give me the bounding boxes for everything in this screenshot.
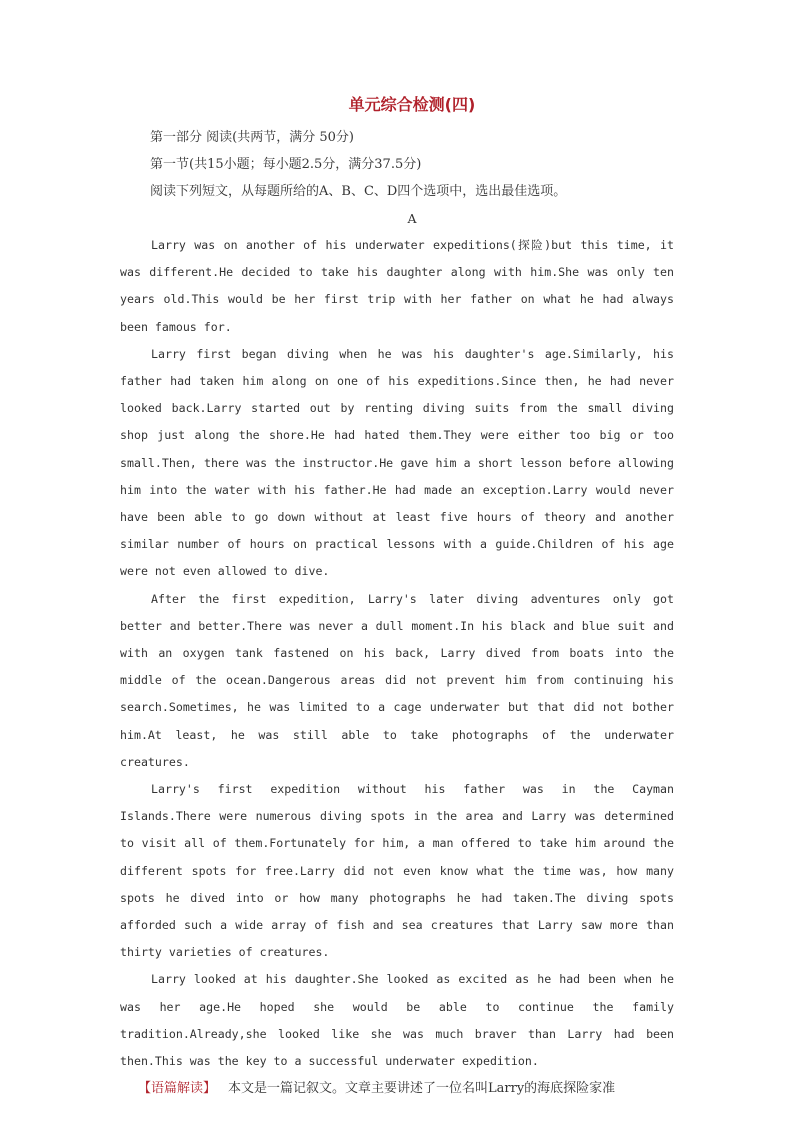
passage-paragraph-4: Larry's first expedition without his father was in the Cayman Islands.There were numerous diving spots in the area and Larry was determined to visit all of them.Fortunately for him, a man offered to take him around the different spots for free.Larry did not even know what the time was, how many spots he dived into or how many photographs he had taken.The diving spots afforded such a wide array of fish and sea creatures that Larry saw more than thirty varieties of creatures.	[120, 782, 674, 960]
document-page	[120, 92, 674, 1102]
passage-label: A	[407, 211, 417, 226]
analysis-line	[120, 1075, 674, 1102]
passage-paragraph-3: After the first expedition, Larry's later diving adventures only got better and better.There was never a dull moment.In his black and blue suit and with an oxygen tank fastened on his back, Larry dived from boats into the middle of the ocean.Dangerous areas did not prevent him from continuing his search.Sometimes, he was limited to a cage underwater but that did not bother him.At least, he was still able to take photographs of the underwater creatures.	[120, 591, 674, 769]
document-title: 单元综合检测(四)	[348, 95, 476, 114]
section-heading: 第一节(共15小题；每小题2.5分，满分37.5分)	[150, 157, 422, 172]
passage-paragraph-1: Larry was on another of his underwater expeditions(探险)but this time, it was different.He decided to take his daughter along with him.She was only ten years old.This would be her first trip with her father on what he had always been famous for.	[120, 238, 674, 334]
part-heading: 第一部分 阅读(共两节，满分 50分)	[150, 130, 354, 145]
analysis-text: 本文是一篇记叙文。文章主要讲述了一位名叫Larry的海底探险家准	[228, 1081, 616, 1097]
passage-paragraph-2: Larry first began diving when he was his daughter's age.Similarly, his father had taken him along on one of his expeditions.Since then, he had never looked back.Larry started out by renting diving suits from the small diving shop just along the shore.He had hated them.They were either too big or too small.Then, there was the instructor.He gave him a short lesson before allowing him into the water with his father.He had made an exception.Larry would never have been able to go down without at least five hours of theory and another similar number of hours on practical lessons with a guide.Children of his age were not even allowed to dive.	[120, 346, 674, 579]
reading-directions: 阅读下列短文，从每题所给的A、B、C、D四个选项中，选出最佳选项。	[150, 184, 567, 199]
analysis-tag: 【语篇解读】	[138, 1081, 217, 1097]
passage-paragraph-5: Larry looked at his daughter.She looked as excited as he had been when he was her age.He hoped she would be able to continue the family tradition.Already,she looked like she was much braver than Larry had been then.This was the key to a successful underwater expedition.	[120, 972, 674, 1069]
